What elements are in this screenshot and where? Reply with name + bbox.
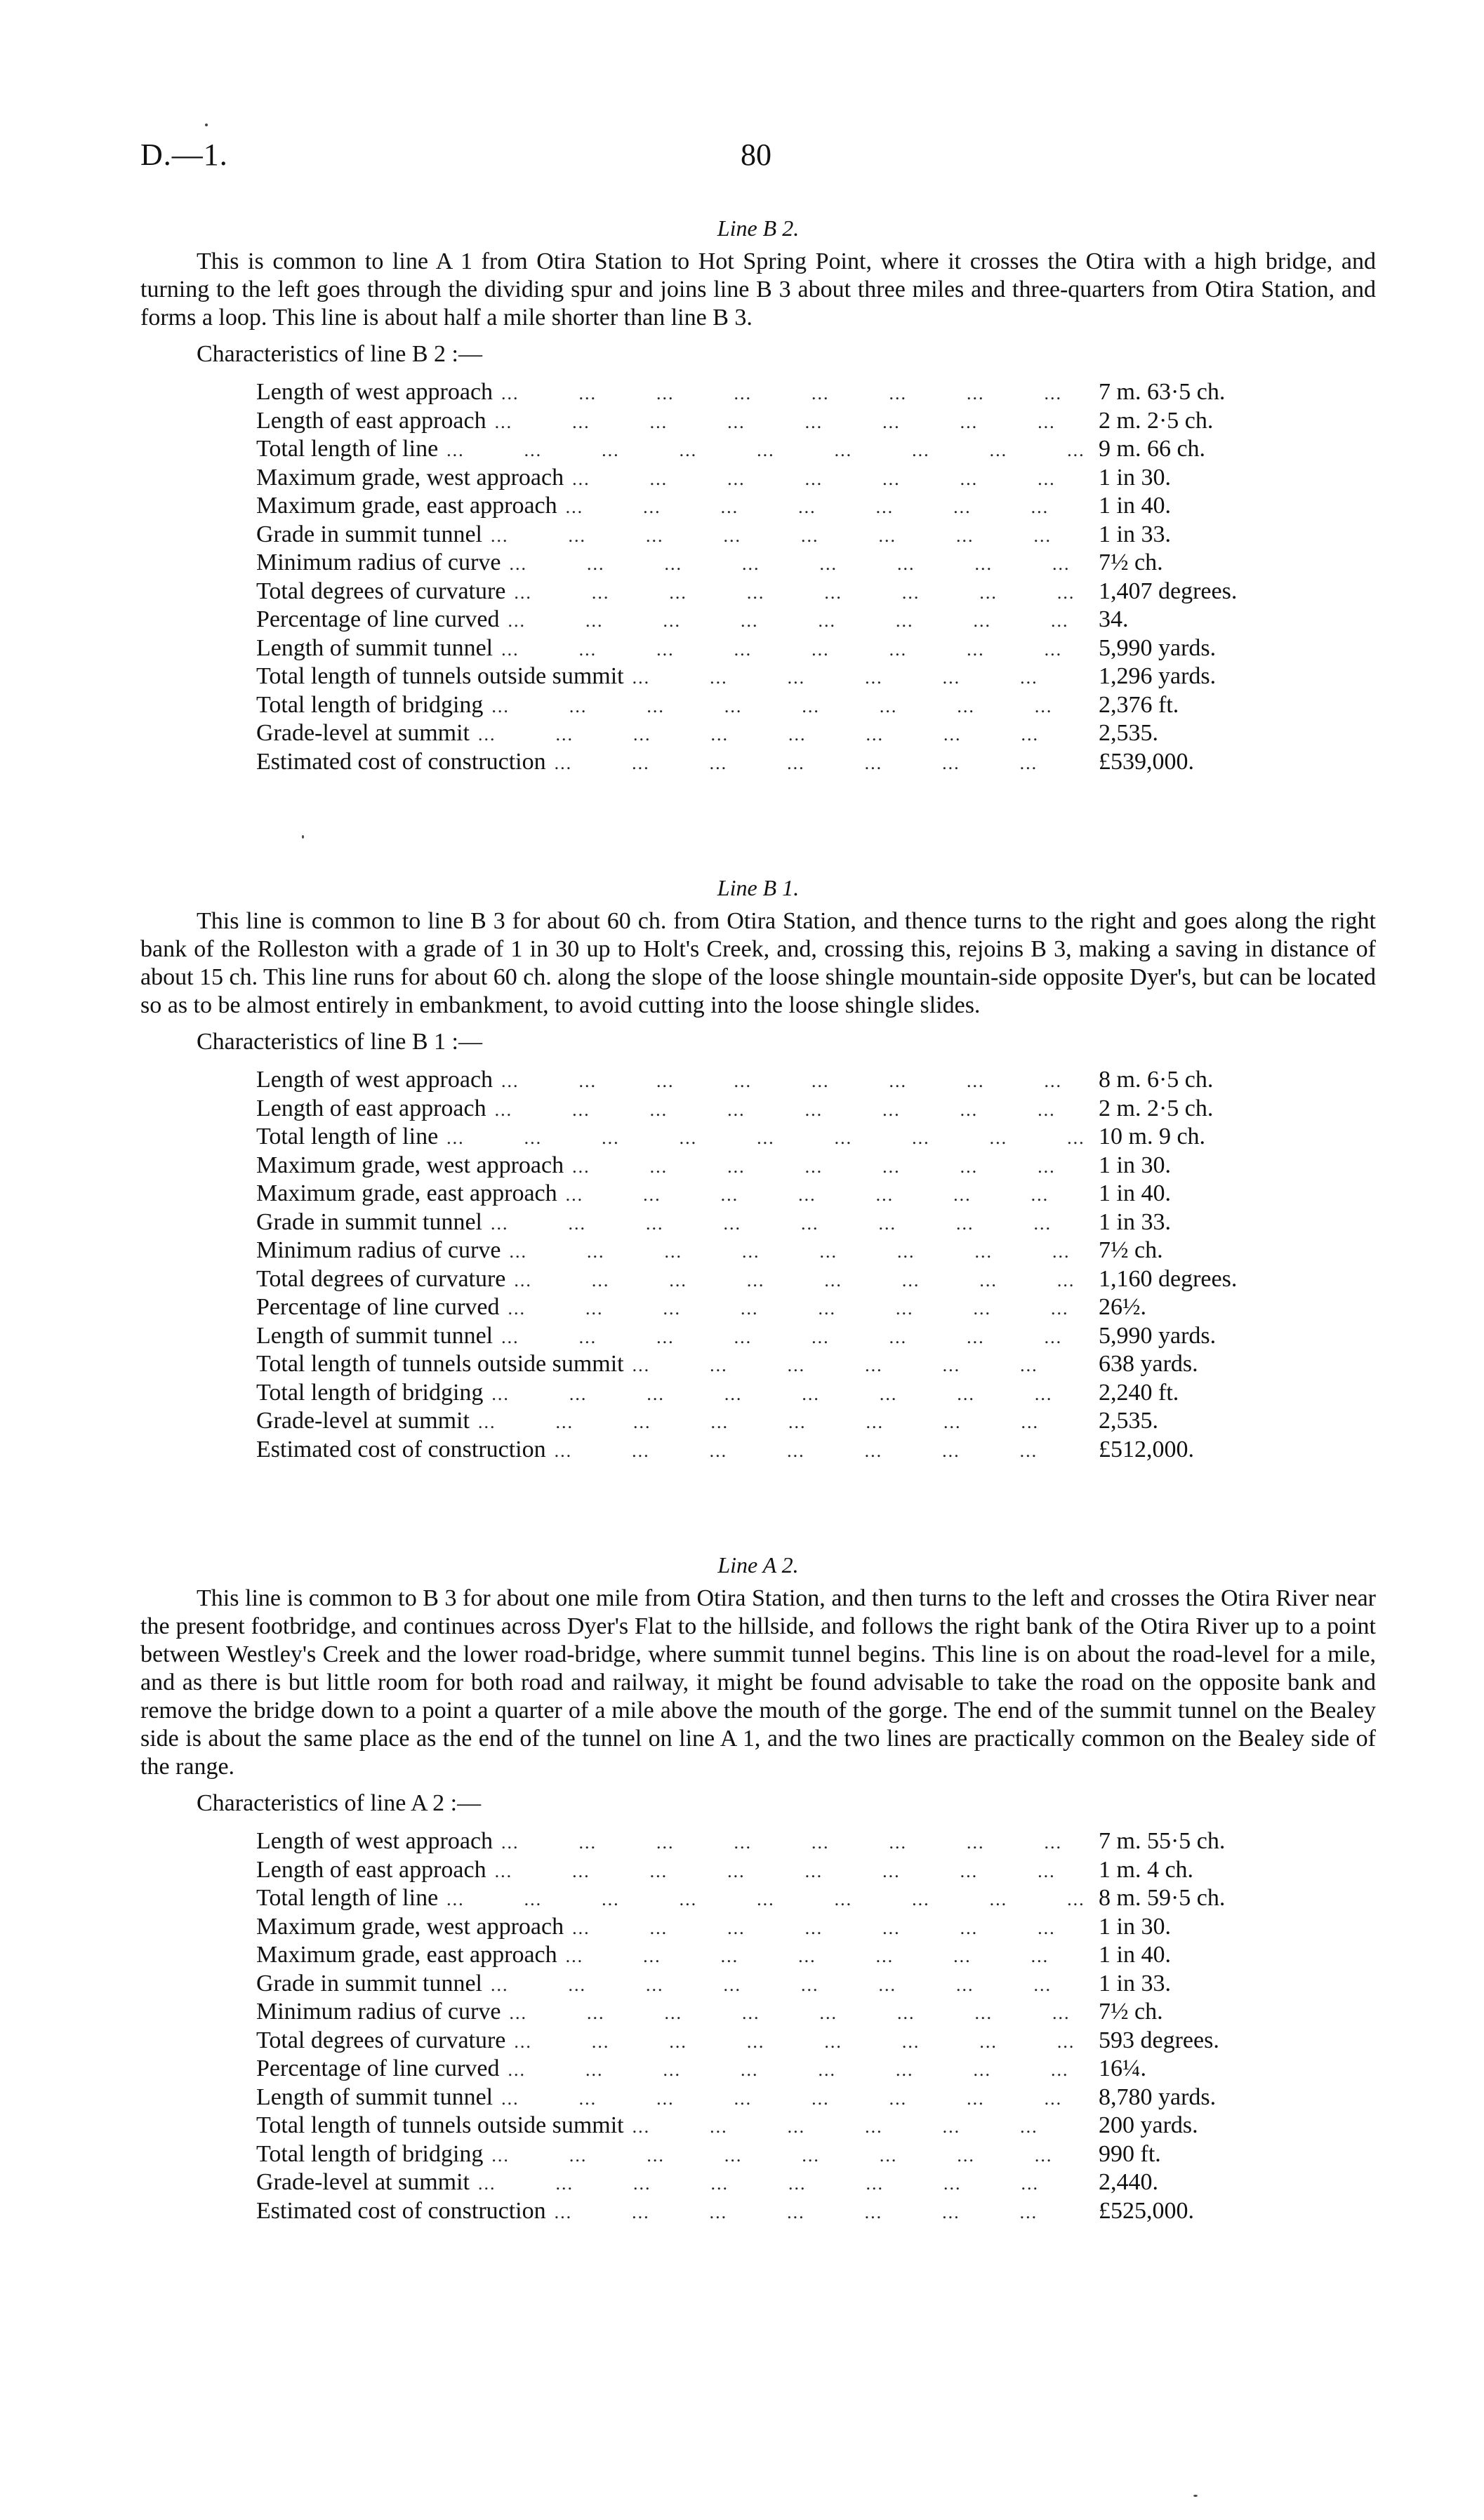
dot-leaders bbox=[508, 1295, 1092, 1323]
characteristic-value: 1,407 degrees. bbox=[1099, 578, 1238, 604]
characteristic-label: Total length of bridging bbox=[256, 2140, 484, 2167]
characteristic-value: 1 in 30. bbox=[1099, 1152, 1171, 1178]
characteristics-table bbox=[256, 1066, 1330, 1464]
characteristic-label: Grade-level at summit bbox=[256, 2169, 470, 2195]
characteristic-label: Grade in summit tunnel bbox=[256, 1970, 483, 1996]
characteristic-label: Grade-level at summit bbox=[256, 1408, 470, 1434]
characteristic-label: Percentage of line curved bbox=[256, 606, 500, 632]
characteristic-row bbox=[256, 1998, 1330, 2027]
dot-leaders bbox=[514, 1267, 1092, 1295]
characteristic-row bbox=[256, 2084, 1330, 2112]
characteristic-row bbox=[256, 1856, 1330, 1885]
section-title: Line B 2. bbox=[717, 215, 800, 241]
characteristic-row bbox=[256, 1827, 1330, 1856]
characteristic-value: £539,000. bbox=[1099, 748, 1194, 775]
characteristic-row bbox=[256, 1180, 1330, 1208]
page-header bbox=[140, 137, 1376, 179]
dot-leaders bbox=[632, 2113, 1092, 2141]
characteristic-row bbox=[256, 1970, 1330, 1999]
characteristic-value: 1 m. 4 ch. bbox=[1099, 1856, 1194, 1883]
section-line-a2 bbox=[140, 1551, 1376, 2225]
dot-leaders bbox=[491, 522, 1092, 550]
characteristic-value: 1 in 33. bbox=[1099, 521, 1171, 547]
characteristic-value: 7½ ch. bbox=[1099, 1999, 1163, 2025]
characteristic-row bbox=[256, 1236, 1330, 1265]
characteristic-value: 2,240 ft. bbox=[1099, 1379, 1179, 1406]
dot-leaders bbox=[478, 1408, 1092, 1436]
section-line-b1 bbox=[140, 874, 1376, 1464]
characteristic-value: 2,535. bbox=[1099, 1408, 1158, 1434]
characteristic-row bbox=[256, 2055, 1330, 2084]
dot-leaders bbox=[495, 408, 1092, 436]
characteristic-label: Total degrees of curvature bbox=[256, 578, 506, 604]
scan-speck bbox=[302, 835, 304, 839]
dot-leaders bbox=[491, 1971, 1092, 1999]
characteristic-label: Total length of line bbox=[256, 1885, 439, 1911]
characteristic-label: Length of west approach bbox=[256, 1828, 493, 1854]
characteristic-row bbox=[256, 1350, 1330, 1379]
characteristic-row bbox=[256, 492, 1330, 521]
dot-leaders bbox=[509, 1238, 1092, 1266]
characteristic-value: 1 in 40. bbox=[1099, 1942, 1171, 1968]
characteristic-row bbox=[256, 1884, 1330, 1913]
characteristic-row bbox=[256, 1941, 1330, 1970]
characteristic-value: 7 m. 55·5 ch. bbox=[1099, 1828, 1226, 1854]
characteristic-label: Total degrees of curvature bbox=[256, 1265, 506, 1292]
characteristic-row bbox=[256, 549, 1330, 578]
dot-leaders bbox=[572, 1153, 1092, 1181]
characteristic-label: Length of east approach bbox=[256, 1856, 486, 1883]
characteristics-heading: Characteristics of line B 1 :— bbox=[197, 1029, 482, 1055]
characteristic-label: Total length of bridging bbox=[256, 1379, 484, 1406]
characteristic-row bbox=[256, 1066, 1330, 1095]
scan-speck bbox=[205, 124, 208, 126]
characteristic-label: Total length of tunnels outside summit bbox=[256, 663, 624, 689]
characteristic-row bbox=[256, 521, 1330, 549]
characteristic-row bbox=[256, 378, 1330, 407]
dot-leaders bbox=[632, 1352, 1092, 1380]
characteristic-value: 1 in 33. bbox=[1099, 1208, 1171, 1235]
dot-leaders bbox=[572, 1914, 1092, 1942]
dot-leaders bbox=[509, 1999, 1092, 2027]
characteristic-value: 7 m. 63·5 ch. bbox=[1099, 379, 1226, 405]
characteristics-heading: Characteristics of line B 2 :— bbox=[197, 341, 482, 367]
characteristic-value: 1 in 33. bbox=[1099, 1970, 1171, 1996]
characteristic-label: Total length of bridging bbox=[256, 691, 484, 718]
characteristic-row bbox=[256, 748, 1330, 777]
characteristic-value: 1 in 30. bbox=[1099, 1913, 1171, 1940]
characteristic-value: 5,990 yards. bbox=[1099, 634, 1217, 661]
characteristic-value: 1 in 40. bbox=[1099, 493, 1171, 519]
characteristic-value: 8 m. 59·5 ch. bbox=[1099, 1885, 1226, 1911]
characteristic-label: Grade-level at summit bbox=[256, 720, 470, 746]
section-title: Line B 1. bbox=[717, 875, 800, 900]
dot-leaders bbox=[509, 550, 1092, 578]
dot-leaders bbox=[491, 693, 1092, 721]
characteristic-label: Grade in summit tunnel bbox=[256, 521, 483, 547]
characteristic-label: Estimated cost of construction bbox=[256, 748, 546, 775]
characteristic-row bbox=[256, 1379, 1330, 1408]
characteristic-label: Minimum radius of curve bbox=[256, 1237, 501, 1263]
characteristic-row bbox=[256, 691, 1330, 720]
dot-leaders bbox=[501, 636, 1092, 664]
characteristic-value: 1 in 30. bbox=[1099, 464, 1171, 491]
characteristic-label: Total length of line bbox=[256, 1124, 439, 1149]
characteristic-row bbox=[256, 578, 1330, 606]
characteristic-value: £525,000. bbox=[1099, 2197, 1194, 2224]
characteristic-value: 26½. bbox=[1099, 1294, 1146, 1320]
characteristic-label: Total length of line bbox=[256, 436, 439, 462]
section-paragraph: This line is common to line B 3 for about 60 ch. from Otira Station, and thence turns to the right and goes along the right bank of the Rolleston with a grade of 1 in 30 up to Holt's Creek, and, crossing this, rejoins B 3, making a saving in distance of about 15 ch. This line runs for about 60 ch. along the slope of the loose shingle mountain-side opposite Dyer's, but can be located so as to be almost entirely in embankment, to avoid cutting into the loose shingle slides. bbox=[140, 908, 1376, 1018]
dot-leaders bbox=[495, 1858, 1092, 1886]
characteristic-label: Length of summit tunnel bbox=[256, 2084, 493, 2110]
page-number: 80 bbox=[741, 138, 771, 172]
characteristics-table bbox=[256, 1827, 1330, 2225]
dot-leaders bbox=[514, 579, 1092, 607]
characteristic-row bbox=[256, 464, 1330, 493]
characteristic-value: 990 ft. bbox=[1099, 2140, 1161, 2167]
characteristic-label: Total length of tunnels outside summit bbox=[256, 2112, 624, 2138]
dot-leaders bbox=[501, 1829, 1092, 1857]
characteristic-value: £512,000. bbox=[1099, 1436, 1194, 1462]
section-paragraph: This line is common to B 3 for about one mile from Otira Station, and then turns to the left and crosses the Otira River near the present footbridge, and continues across Dyer's Flat to the hillside, and follows the right bank of the Otira River up to a point between Westley's Creek and the lower road-bridge, where summit tunnel begins. This line is on about the road-level for a mile, and as there is but little room for both road and railway, it might be found advisable to take the road on the opposite bank and remove the bridge down to a point a quarter of a mile above the mouth of the gorge. The end of the summit tunnel on the Bealey side is about the same place as the end of the tunnel on line A 1, and the two lines are practically common on the Bealey side of the range. bbox=[140, 1585, 1376, 1780]
characteristic-row bbox=[256, 1293, 1330, 1322]
characteristic-row bbox=[256, 2112, 1330, 2140]
dot-leaders bbox=[501, 1324, 1092, 1352]
characteristic-row bbox=[256, 1095, 1330, 1124]
characteristic-value: 34. bbox=[1099, 606, 1129, 632]
characteristic-label: Minimum radius of curve bbox=[256, 1999, 501, 2025]
characteristic-value: 2 m. 2·5 ch. bbox=[1099, 407, 1214, 434]
characteristic-value: 9 m. 66 ch. bbox=[1099, 436, 1206, 462]
dot-leaders bbox=[501, 380, 1092, 408]
characteristic-row bbox=[256, 2027, 1330, 2055]
characteristic-value: 1 in 40. bbox=[1099, 1180, 1171, 1206]
characteristic-label: Minimum radius of curve bbox=[256, 549, 501, 575]
dot-leaders bbox=[508, 607, 1092, 635]
characteristic-label: Maximum grade, west approach bbox=[256, 1913, 564, 1940]
section-title: Line A 2. bbox=[717, 1552, 799, 1578]
dot-leaders bbox=[491, 2142, 1092, 2170]
dot-leaders bbox=[555, 749, 1092, 778]
dot-leaders bbox=[491, 1380, 1092, 1408]
characteristic-value: 593 degrees. bbox=[1099, 2027, 1219, 2053]
characteristic-label: Grade in summit tunnel bbox=[256, 1208, 483, 1235]
characteristic-value: 2,376 ft. bbox=[1099, 691, 1179, 718]
section-paragraph: This is common to line A 1 from Otira Station to Hot Spring Point, where it crosses the Otira with a high bridge, and turning to the left goes through the dividing spur and joins line B 3 about three miles and three-quarters from Otira Station, and forms a loop. This line is about half a mile shorter than line B 3. bbox=[140, 248, 1376, 331]
characteristic-label: Maximum grade, west approach bbox=[256, 1152, 564, 1178]
characteristic-value: 638 yards. bbox=[1099, 1351, 1198, 1377]
characteristics-table bbox=[256, 378, 1330, 776]
characteristic-row bbox=[256, 1123, 1330, 1152]
characteristic-label: Length of west approach bbox=[256, 1067, 493, 1093]
dot-leaders bbox=[508, 2056, 1092, 2084]
characteristic-value: 2,535. bbox=[1099, 720, 1158, 746]
characteristic-label: Total degrees of curvature bbox=[256, 2027, 506, 2053]
dot-leaders bbox=[501, 2085, 1092, 2113]
dot-leaders bbox=[491, 1210, 1092, 1238]
characteristic-row bbox=[256, 606, 1330, 634]
dot-leaders bbox=[566, 493, 1092, 521]
characteristic-row bbox=[256, 407, 1330, 436]
characteristic-label: Length of summit tunnel bbox=[256, 634, 493, 661]
characteristic-value: 16¼. bbox=[1099, 2055, 1146, 2081]
characteristic-row bbox=[256, 1436, 1330, 1465]
document-reference: D.—1. bbox=[140, 138, 228, 172]
characteristic-label: Maximum grade, east approach bbox=[256, 1180, 557, 1206]
dot-leaders bbox=[632, 664, 1092, 692]
characteristic-value: 200 yards. bbox=[1099, 2112, 1198, 2138]
characteristic-row bbox=[256, 1208, 1330, 1237]
characteristic-row bbox=[256, 2140, 1330, 2169]
characteristic-row bbox=[256, 1322, 1330, 1351]
dot-leaders bbox=[478, 721, 1092, 749]
characteristic-value: 2,440. bbox=[1099, 2169, 1158, 2195]
dot-leaders bbox=[501, 1067, 1092, 1095]
characteristic-row bbox=[256, 634, 1330, 663]
dot-leaders bbox=[566, 1181, 1092, 1209]
characteristic-label: Total length of tunnels outside summit bbox=[256, 1351, 624, 1377]
characteristic-label: Percentage of line curved bbox=[256, 2055, 500, 2081]
characteristic-label: Length of east approach bbox=[256, 407, 486, 434]
dot-leaders bbox=[446, 1124, 1092, 1152]
characteristic-label: Estimated cost of construction bbox=[256, 1436, 546, 1462]
characteristic-value: 7½ ch. bbox=[1099, 1237, 1163, 1263]
dot-leaders bbox=[514, 2028, 1092, 2056]
dot-leaders bbox=[566, 1942, 1092, 1971]
characteristic-label: Length of west approach bbox=[256, 379, 493, 405]
dot-leaders bbox=[555, 1437, 1092, 1465]
characteristic-row bbox=[256, 1407, 1330, 1436]
characteristic-value: 8,780 yards. bbox=[1099, 2084, 1217, 2110]
dot-leaders bbox=[495, 1096, 1092, 1124]
dot-leaders bbox=[446, 1886, 1092, 1914]
characteristic-label: Length of summit tunnel bbox=[256, 1322, 493, 1349]
characteristic-label: Percentage of line curved bbox=[256, 1294, 500, 1320]
characteristic-label: Maximum grade, west approach bbox=[256, 464, 564, 491]
dot-leaders bbox=[478, 2170, 1092, 2198]
dot-leaders bbox=[446, 436, 1092, 465]
characteristic-label: Maximum grade, east approach bbox=[256, 1942, 557, 1968]
dot-leaders bbox=[555, 2199, 1092, 2227]
characteristic-value: 2 m. 2·5 ch. bbox=[1099, 1095, 1214, 1121]
characteristic-row bbox=[256, 2197, 1330, 2226]
characteristic-row bbox=[256, 2168, 1330, 2197]
characteristics-heading: Characteristics of line A 2 :— bbox=[197, 1790, 482, 1816]
characteristic-row bbox=[256, 435, 1330, 464]
characteristic-value: 7½ ch. bbox=[1099, 549, 1163, 575]
section-line-b2 bbox=[140, 214, 1376, 776]
characteristic-label: Estimated cost of construction bbox=[256, 2197, 546, 2224]
characteristic-value: 10 m. 9 ch. bbox=[1099, 1124, 1206, 1149]
characteristic-value: 5,990 yards. bbox=[1099, 1322, 1217, 1349]
dot-leaders bbox=[572, 465, 1092, 493]
characteristic-value: 8 m. 6·5 ch. bbox=[1099, 1067, 1214, 1093]
characteristic-label: Maximum grade, east approach bbox=[256, 493, 557, 519]
characteristic-value: 1,160 degrees. bbox=[1099, 1265, 1238, 1292]
characteristic-row bbox=[256, 719, 1330, 748]
characteristic-label: Length of east approach bbox=[256, 1095, 486, 1121]
characteristic-row bbox=[256, 1913, 1330, 1942]
characteristic-row bbox=[256, 662, 1330, 691]
characteristic-row bbox=[256, 1152, 1330, 1180]
characteristic-value: 1,296 yards. bbox=[1099, 663, 1217, 689]
characteristic-row bbox=[256, 1265, 1330, 1294]
scan-speck bbox=[1193, 2495, 1198, 2497]
